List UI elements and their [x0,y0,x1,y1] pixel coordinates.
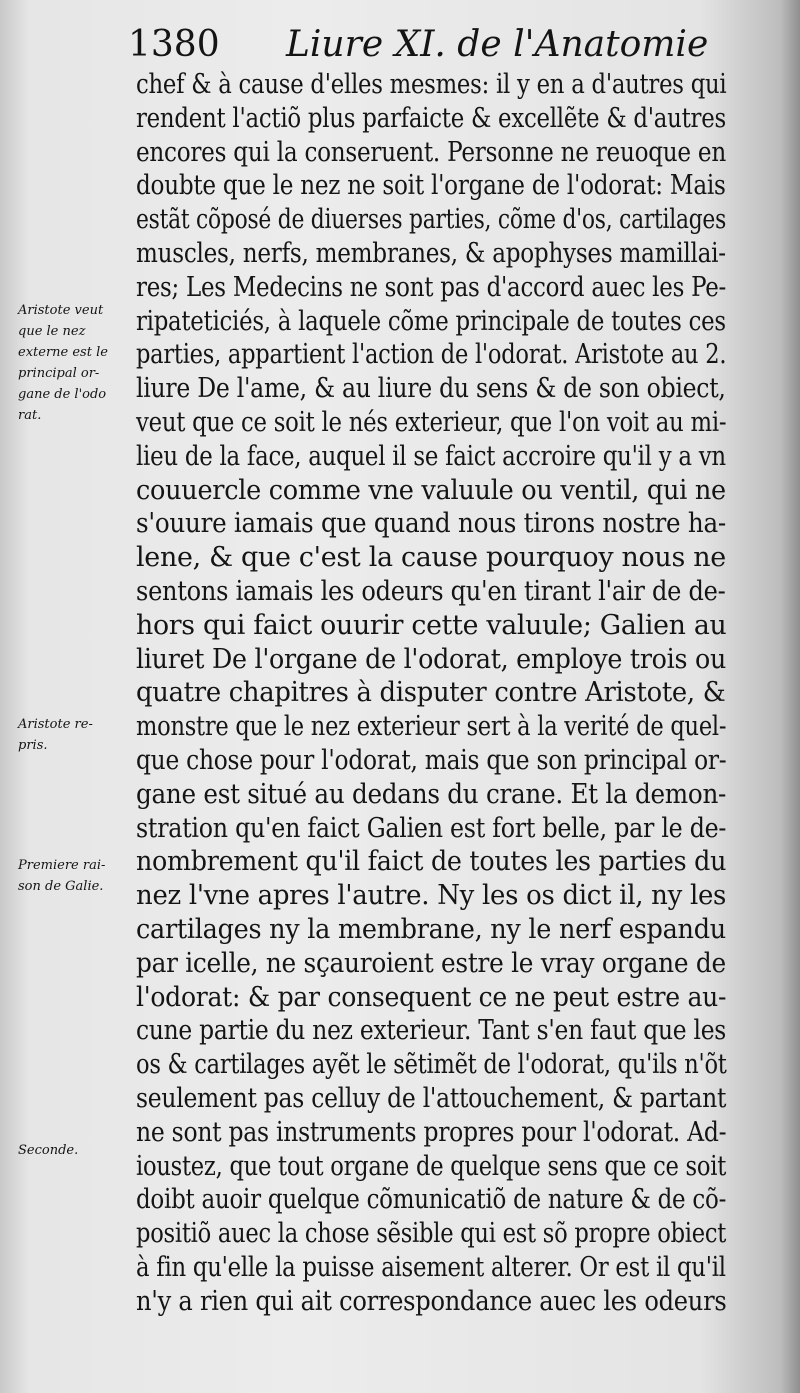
text-line: l'odorat: & par consequent ce ne peut estre au- [136,981,727,1013]
text-line: rendent l'actiõ plus parfaicte & excellẽte & d'autres [136,102,726,134]
margin-note: Aristote veut que le nez externe est le principal or- gane de l'odo rat. [18,303,108,423]
text-line: gane est situé au dedans du crane. Et la demon- [136,778,727,810]
text-line: par icelle, ne sçauroient estre le vray organe de [136,947,726,979]
body-text [136,68,726,1318]
text-line: hors qui faict ouurir cette valuule; Galien au [136,609,727,641]
text-line: seulement pas celluy de l'attouchement, & partant [136,1082,727,1114]
text-line: nez l'vne apres l'autre. Ny les os dict il, ny les [136,880,727,912]
text-line: doibt auoir quelque cõmunicatiõ de nature & de cõ- [136,1184,727,1216]
text-line: ioustez, que tout organe de quelque sens que ce soit [136,1150,727,1182]
text-line: encores qui la conseruent. Personne ne reuoque en [136,136,726,168]
text-line: chef & à cause d'elles mesmes: il y en a d'autres qui [136,69,727,100]
text-line: quatre chapitres à disputer contre Aristote, & [136,677,726,709]
text-line: liure De l'ame, & au liure du sens & de son obiect, [136,373,726,405]
text-line: doubte que le nez ne soit l'organe de l'odorat: Mais [136,170,726,202]
text-line: s'ouure iamais que quand nous tirons nostre ha- [136,508,726,540]
text-line: stration qu'en faict Galien est fort belle, par le de- [136,812,727,844]
running-header [128,18,709,72]
text-line: parties, appartient l'action de l'odorat. Aristote au 2. [136,339,727,371]
text-line: nombrement qu'il faict de toutes les parties du [136,846,727,878]
text-line: cune partie du nez exterieur. Tant s'en faut que les [136,1015,727,1047]
page-number: 1380 [128,24,220,65]
margin-note: Premiere rai- son de Galie. [18,858,106,894]
text-line: lene, & que c'est la cause pourquoy nous ne [136,542,726,574]
running-title: Liure XI. de l'Anatomie [286,24,709,65]
text-line: monstre que le nez exterieur sert à la verité de quel- [136,711,727,743]
text-line: couuercle comme vne valuule ou ventil, qui ne [136,474,726,506]
text-line: à fin qu'elle la puisse aisement alterer. Or est il qu'il [136,1251,726,1283]
margin-note: Aristote re- pris. [18,717,93,753]
text-line: ripateticiés, à laquele cõme principale de toutes ces [136,305,726,337]
text-line: liuret De l'organe de l'odorat, employe trois ou [136,643,727,675]
text-line: os & cartilages ayẽt le sẽtimẽt de l'odorat, qu'ils n'õt [136,1049,727,1081]
text-line: sentons iamais les odeurs qu'en tirant l'air de de- [136,575,726,607]
text-line: cartilages ny la membrane, ny le nerf espandu [136,913,726,945]
text-line: muscles, nerfs, membranes, & apophyses mamillai- [136,237,726,269]
text-line: lieu de la face, auquel il se faict accroire qu'il y a vn [136,440,726,472]
text-line: veut que ce soit le nés exterieur, que l'on voit au mi- [136,406,727,438]
text-line: que chose pour l'odorat, mais que son principal or- [136,744,727,776]
text-line: res; Les Medecins ne sont pas d'accord auec les Pe- [136,271,727,303]
margin-note: Seconde. [18,1143,79,1158]
text-line: n'y a rien qui ait correspondance auec les odeurs [136,1285,727,1317]
text-line: estãt cõposé de diuerses parties, cõme d'os, cartilages [136,204,727,236]
text-line: positiõ auec la chose sẽsible qui est sõ propre obiect [136,1218,727,1250]
text-line: ne sont pas instruments propres pour l'odorat. Ad- [136,1116,727,1148]
